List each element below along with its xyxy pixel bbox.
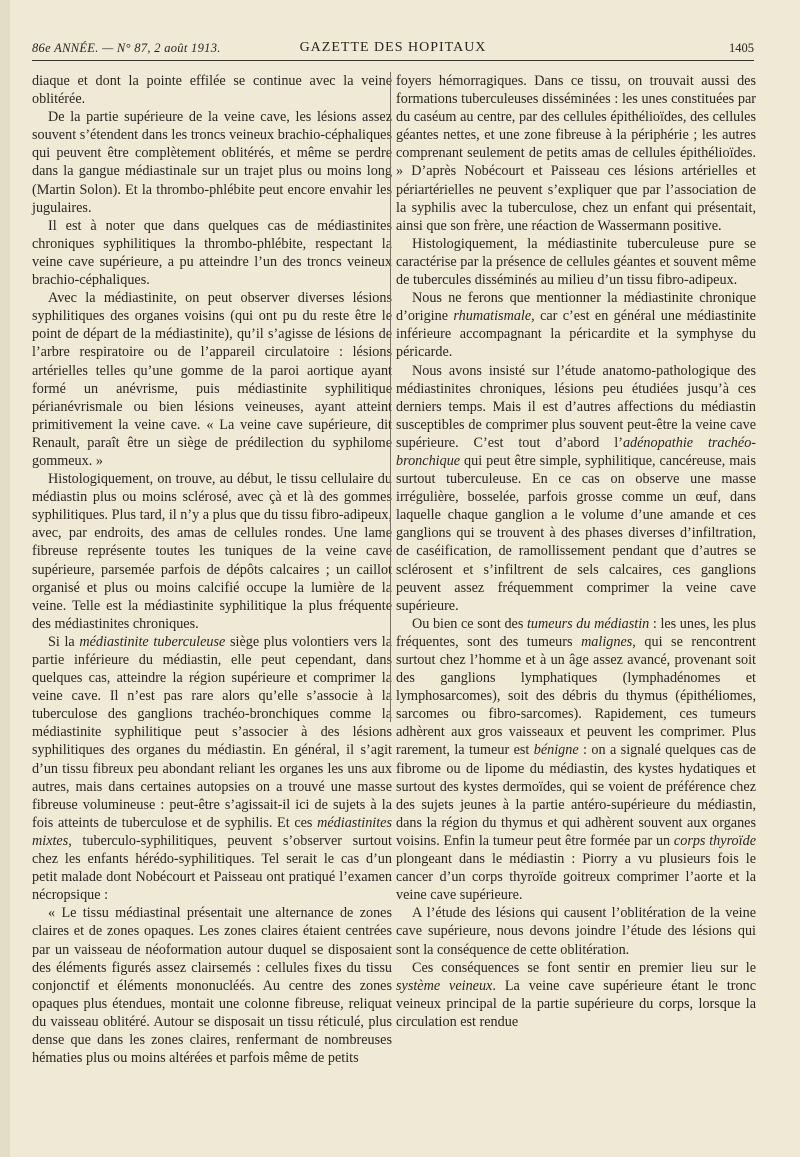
- emphasis: médiastinites mixtes: [32, 814, 392, 849]
- text-run: , car c’est en général une médiastinite inférieure accompagnant la péricardite et la symphyse du péricarde.: [396, 308, 756, 361]
- paragraph: [396, 289, 756, 361]
- text-run: : on a signalé quelques cas de fibrome ou de lipome du médiastin, des kystes hydatiques et surtout des kystes dermoïdes, qui se voient de préférence chez des sujets jeunes à la partie antéro-supérieure du médiastin, dans la région du thymus et qui adhèrent souvent aux organes voisins. Enfin la tumeur peut être formée par un: [396, 742, 756, 849]
- page-edge: [0, 0, 10, 1157]
- header-rule: [32, 60, 754, 61]
- page-number: 1405: [729, 41, 754, 55]
- column-divider: [390, 72, 391, 722]
- right-column: [396, 72, 756, 1031]
- text-run: Nous ne ferons que mentionner la médiastinite chronique d’origine: [396, 290, 756, 325]
- paragraph: De la partie supérieure de la veine cave, les lésions assez souvent s’étendent dans les troncs veineux brachio-céphaliques qui peuvent être complètement oblitérés, et même se perdre dans la gangue médiastinale sur un trajet plus ou moins long (Martin Solon). Et la thrombo-phlébite peut encore envahir les jugulaires.: [32, 109, 392, 216]
- paragraph: « Le tissu médiastinal présentait une alternance de zones claires et de zones opaques. Les zones claires étaient centrées par un vaisseau de néoformation autour duquel se disposaient des éléments figurés assez clairsemés : cellules fixes du tissu conjonctif et éléments mononucléés. Au centre des zones opaques plus étendues, montait une colonne fibreuse, reliquat du vaisseau oblitéré. Autour se disposait un tissu réticulé, plus dense que dans les zones claires, renfermant de nombreuses hématies plus ou moins altérées et parfois même de petits: [32, 905, 392, 1067]
- paragraph: [396, 362, 756, 615]
- paragraph: diaque et dont la pointe effilée se continue avec la veine oblitérée.: [32, 73, 392, 108]
- emphasis: tumeurs du médiastin: [526, 615, 650, 632]
- text-run: : les unes, les plus fréquentes, sont des tumeurs: [396, 615, 756, 650]
- text-run: Si la: [48, 633, 80, 650]
- emphasis: médiastinite tuberculeuse: [79, 633, 226, 650]
- text-run: Ces conséquences se font sentir en premier lieu sur le: [412, 959, 756, 976]
- text-run: , tuberculo-syphilitiques, peuvent s’observer surtout chez les enfants hérédo-syphilitiques. Tel serait le cas d’un petit malade dont Nobécourt et Paisseau ont pratiqué l’examen nécropsique :: [32, 832, 392, 904]
- text-run: siège plus volontiers vers la partie inférieure du médiastin, elle peut cependant, dans quelques cas, atteindre la région supérieure et comprimer la veine cave. Il n’est pas rare alors qu’elle s’associe à la tuberculose des ganglions trachéo-bronchiques comme la médiastinite syphilitique peut s’associer à des lésions syphilitiques des organes du médiastin. En général, il s’agit d’un tissu fibreux peu abondant reliant les organes les uns aux autres, mais dans certaines autopsies on a trouvé une masse fibreuse volumineuse : peut-être s’agissait-il ici de sujets à la fois atteints de tuberculose et de syphilis. Et ces: [32, 633, 392, 831]
- emphasis: adénopathie trachéo-bronchique: [396, 434, 757, 469]
- paragraph: [396, 959, 756, 1031]
- journal-title: GAZETTE DES HOPITAUX: [299, 40, 487, 55]
- emphasis: bénigne: [533, 742, 579, 759]
- text-run: . La veine cave supérieure étant le tronc veineux principal de la partie supérieure du corps, lorsque la circulation est rendue: [396, 977, 756, 1030]
- paragraph: Avec la médiastinite, on peut observer diverses lésions syphilitiques des organes voisins (qui ont pu du reste être le point de départ de la médiastinite), qu’il s’agisse de lésions de l’arbre respiratoire ou de l’appareil circulatoire : lésions artérielles telles qu’une gomme de la paroi aortique ayant formé un anévrisme, puis médiastinite syphilitique périanévrismale ou bien lésions veineuses, ayant atteint primitivement la veine cave. « La veine cave supérieure, dit Renault, paraît être un siège de prédilection du syphilome gommeux. »: [32, 290, 392, 469]
- emphasis: malignes: [581, 633, 633, 650]
- emphasis: système veineux: [396, 977, 493, 994]
- paragraph: Il est à noter que dans quelques cas de médiastinites chroniques syphilitiques la thrombo-phlébite, respectant la veine cave supérieure, a pu atteindre l’un des troncs veineux brachio-céphaliques.: [32, 217, 392, 289]
- text-run: , qui se rencontrent surtout chez l’homme et à un âge assez avancé, provenant soit des ganglions lymphatiques (lymphadénomes et lymphosarcomes), soit des débris du thymus (épithéliomes, sarcomes ou fibro-sarcomes). Rapidement, ces tumeurs adhèrent aux gros vaisseaux et peuvent les comprimer. Plus rarement, la tumeur est: [396, 633, 757, 759]
- text-run: plongeant dans le médiastin : Piorry a vu plusieurs fois le cancer d’un corps thyroïde goitreux comprimer l’aorte et la veine cave supérieure.: [396, 851, 756, 904]
- paragraph: [396, 615, 756, 905]
- text-run: Nous avons insisté sur l’étude anatomo-pathologique des médiastinites chroniques, lésions peu étudiées jusqu’à ces derniers temps. Mais il est d’autres affections du médiastin susceptibles de comprimer plus souvent peut-être la veine cave supérieure. C’est tout d’abord l’: [396, 362, 756, 451]
- paragraph: A l’étude des lésions qui causent l’oblitération de la veine cave supérieure, nous devons joindre l’étude des lésions qui sont la conséquence de cette oblitération.: [396, 905, 756, 958]
- emphasis: corps thyroïde: [673, 832, 756, 849]
- text-run: qui peut être simple, syphilitique, cancéreuse, mais surtout tuberculeuse. En ce cas on observe une masse irrégulière, bosselée, parfois grosse comme un œuf, dans laquelle chaque ganglion a le volume d’une amande et ces ganglions qui se trouvent à des phases diverses d’infiltration, de caséification, de ramollissement pendant que d’autres se sclérosent et s’infiltrent de sels calcaires, ces ganglions peuvent assez fréquemment comprimer la veine cave supérieure.: [396, 452, 756, 614]
- paragraph: foyers hémorragiques. Dans ce tissu, on trouvait aussi des formations tuberculeuses disséminées : les unes constituées par du caséum au centre, par des cellules épithélioïdes, des cellules géantes nettes, et une zone fibreuse à la périphérie ; les autres comprenant seulement de petits amas de cellules épithélioïdes. » D’après Nobécourt et Paisseau ces lésions artérielles et périartérielles ne peuvent s’expliquer que par l’association de la syphilis avec la tuberculose, chez un enfant qui présentait, ainsi que son frère, une réaction de Wassermann positive.: [396, 73, 756, 234]
- paragraph: [32, 633, 392, 904]
- left-column: [32, 72, 392, 1067]
- emphasis: rhumatismale: [453, 308, 532, 325]
- issue-info: 86e ANNÉE. — N° 87, 2 août 1913.: [32, 41, 221, 55]
- running-header: [32, 34, 754, 58]
- text-run: Ou bien ce sont des: [412, 615, 527, 632]
- paragraph: Histologiquement, la médiastinite tuberculeuse pure se caractérise par la présence de cellules géantes et souvent même de tubercules disséminés au milieu d’un tissu fibro-adipeux.: [396, 235, 756, 289]
- paragraph: Histologiquement, on trouve, au début, le tissu cellulaire du médiastin plus ou moins sclérosé, avec çà et là des gommes syphilitiques. Plus tard, il n’y a plus que du tissu fibro-adipeux, avec, par endroits, des amas de cellules rondes. Une lame fibreuse représente toutes les tuniques de la veine cave supérieure, parsemée parfois de dépôts calcaires ; un caillot organisé et plus ou moins calcifié occupe la lumière de la veine. Telle est la médiastinite syphilitique la plus fréquente des médiastinites chroniques.: [32, 471, 392, 632]
